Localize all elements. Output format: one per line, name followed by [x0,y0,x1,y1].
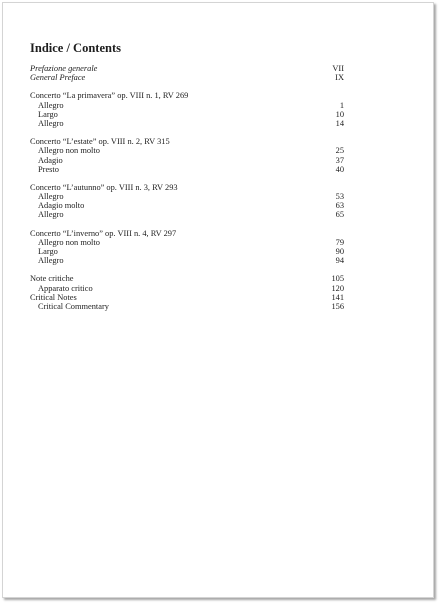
toc-heading-label: Concerto “L’estate” op. VIII n. 2, RV 315 [30,137,170,147]
toc-entry-label: Allegro [38,118,64,128]
toc-heading[interactable] [30,91,348,100]
toc-entry-page: 90 [335,247,344,256]
toc-entry-page: VII [332,64,344,73]
toc-entry-page: 141 [331,292,344,302]
toc-entry-label: Critical Commentary [38,301,109,311]
toc-entry-page: 63 [335,201,344,211]
toc-entry-page: 37 [335,155,344,165]
toc-entry-label: Allegro non molto [38,237,100,247]
toc-entry[interactable] [30,64,348,73]
toc-entry[interactable] [30,101,348,110]
toc-entry-label: Allegro [38,192,64,202]
toc-entry-page: 120 [331,283,344,293]
toc-entry-label: Prefazione generale [30,64,98,73]
toc-entry[interactable] [30,247,348,256]
toc-entry-label: General Preface [30,73,86,83]
toc-entry-page: 10 [335,109,344,119]
toc-entry-page: 94 [335,256,344,266]
toc-entry[interactable] [30,238,348,247]
toc-entry-label: Largo [38,109,58,119]
toc-heading[interactable] [30,229,348,238]
toc-entry-page: 1 [339,100,344,110]
toc-entry-page: 25 [335,146,344,156]
toc-entry-page: 14 [335,118,344,128]
toc-heading-label: Concerto “L’autunno” op. VIII n. 3, RV 293 [30,182,178,192]
toc-entry-label: Allegro [38,100,64,110]
toc-entry-page: 105 [331,274,344,284]
toc-entry[interactable] [30,284,348,293]
toc-group-prefaces [30,64,348,82]
toc-heading-label: Concerto “La primavera” op. VIII n. 1, RV 269 [30,91,189,101]
toc-entry[interactable] [30,165,348,174]
toc-entry-label: Largo [38,247,58,256]
toc-entry-page: 53 [335,192,344,202]
toc-group-notes [30,274,348,311]
toc-entry[interactable] [30,73,348,82]
toc-entry[interactable] [30,201,348,210]
toc-group-estate [30,137,348,174]
toc-entry-label: Allegro [38,210,64,220]
toc-entry-label: Adagio [38,155,63,165]
toc-entry[interactable] [30,146,348,155]
toc-heading[interactable] [30,183,348,192]
toc-entry[interactable] [30,274,348,283]
toc-entry-label: Allegro non molto [38,146,100,156]
toc-heading-label: Concerto “L’inverno” op. VIII n. 4, RV 297 [30,228,177,238]
toc-entry[interactable] [30,256,348,265]
document-page [2,2,434,598]
toc-entry-label: Presto [38,164,59,174]
toc-entry[interactable] [30,192,348,201]
toc-heading[interactable] [30,137,348,146]
toc-entry-label: Note critiche [30,274,74,284]
toc-entry[interactable] [30,156,348,165]
table-of-contents [30,39,348,320]
toc-entry-page: 79 [335,237,344,247]
toc-entry[interactable] [30,302,348,311]
toc-entry[interactable] [30,119,348,128]
toc-entry-page: 40 [335,164,344,174]
toc-group-inverno [30,229,348,266]
toc-group-primavera [30,91,348,128]
toc-entry[interactable] [30,110,348,119]
toc-entry-label: Adagio molto [38,201,85,211]
toc-entry-page: 156 [331,301,344,311]
toc-entry-label: Critical Notes [30,292,77,302]
page-title: Indice / Contents [30,41,121,55]
toc-entry[interactable] [30,293,348,302]
toc-entry-label: Allegro [38,256,64,266]
toc-entry[interactable] [30,210,348,219]
toc-entry-page: IX [335,73,344,83]
toc-entry-page: 65 [335,210,344,220]
toc-group-autunno [30,183,348,220]
toc-entry-label: Apparato critico [38,283,93,293]
